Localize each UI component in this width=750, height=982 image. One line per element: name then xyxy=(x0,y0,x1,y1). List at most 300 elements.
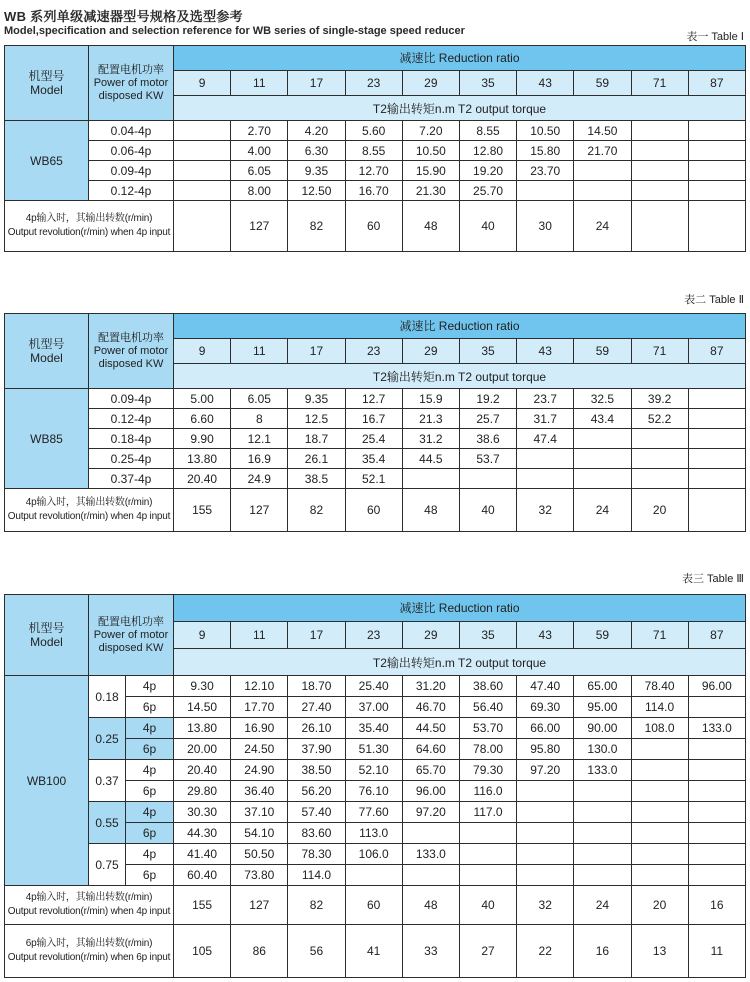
motor-pole-cell: 6p xyxy=(126,865,174,886)
torque-value-cell xyxy=(688,181,745,201)
ratio-cell: 17 xyxy=(288,339,345,364)
torque-value-cell: 13.80 xyxy=(174,449,231,469)
torque-value-cell: 21.30 xyxy=(402,181,459,201)
output-revolution-value: 82 xyxy=(288,489,345,532)
torque-value-cell: 12.10 xyxy=(231,676,288,697)
power-header-cell xyxy=(89,595,174,676)
torque-value-cell: 52.2 xyxy=(631,409,688,429)
ratio-cell: 87 xyxy=(688,622,745,649)
torque-value-cell: 79.30 xyxy=(459,760,516,781)
output-revolution-value: 24 xyxy=(574,886,631,925)
torque-value-cell: 12.5 xyxy=(288,409,345,429)
ratio-cell: 59 xyxy=(574,339,631,364)
output-revolution-value: 40 xyxy=(459,201,516,252)
power-header-en2: disposed KW xyxy=(98,89,164,102)
torque-value-cell xyxy=(174,161,231,181)
torque-value-cell: 9.30 xyxy=(174,676,231,697)
output-revolution-value xyxy=(631,201,688,252)
output-revolution-value: 33 xyxy=(402,925,459,978)
torque-value-cell: 27.40 xyxy=(288,697,345,718)
torque-value-cell: 57.40 xyxy=(288,802,345,823)
torque-value-cell: 90.00 xyxy=(574,718,631,739)
motor-power-cell: 0.37 xyxy=(89,760,126,802)
torque-value-cell: 133.0 xyxy=(574,760,631,781)
torque-value-cell: 20.00 xyxy=(174,739,231,760)
torque-value-cell: 14.50 xyxy=(174,697,231,718)
motor-power-cell: 0.06-4p xyxy=(89,141,174,161)
motor-power-cell: 0.55 xyxy=(89,802,126,844)
motor-power-cell: 0.12-4p xyxy=(89,181,174,201)
motor-power-cell: 0.09-4p xyxy=(89,389,174,409)
torque-value-cell: 44.30 xyxy=(174,823,231,844)
model-header-cell xyxy=(5,595,89,676)
ratio-cell: 9 xyxy=(174,339,231,364)
torque-value-cell: 37.90 xyxy=(288,739,345,760)
output-revolution-value: 22 xyxy=(517,925,574,978)
torque-value-cell xyxy=(631,760,688,781)
model-name-cell: WB65 xyxy=(5,121,89,201)
torque-value-cell: 44.50 xyxy=(402,718,459,739)
torque-value-cell xyxy=(631,469,688,489)
torque-value-cell: 53.7 xyxy=(459,449,516,469)
torque-value-cell: 15.80 xyxy=(517,141,574,161)
torque-value-cell: 23.7 xyxy=(517,389,574,409)
torque-value-cell xyxy=(688,141,745,161)
torque-value-cell: 65.00 xyxy=(574,676,631,697)
output-revolution-label xyxy=(5,201,174,252)
motor-pole-cell: 6p xyxy=(126,697,174,718)
torque-value-cell: 20.40 xyxy=(174,469,231,489)
motor-power-cell: 0.37-4p xyxy=(89,469,174,489)
torque-value-cell xyxy=(459,844,516,865)
model-header-en: Model xyxy=(30,351,63,365)
output-revolution-value xyxy=(688,489,745,532)
torque-value-cell xyxy=(688,844,745,865)
table2 xyxy=(4,313,746,532)
torque-value-cell xyxy=(574,429,631,449)
torque-value-cell xyxy=(688,739,745,760)
torque-value-cell: 97.20 xyxy=(517,760,574,781)
torque-value-cell xyxy=(688,823,745,844)
ratio-cell: 23 xyxy=(345,622,402,649)
table2-label: 表二 Table Ⅱ xyxy=(684,294,744,306)
output-revolution-value: 24 xyxy=(574,201,631,252)
torque-value-cell: 14.50 xyxy=(574,121,631,141)
torque-value-cell xyxy=(517,781,574,802)
model-name-cell: WB85 xyxy=(5,389,89,489)
model-header-cn: 机型号 xyxy=(28,69,65,83)
output-revolution-value: 155 xyxy=(174,886,231,925)
ratio-cell: 17 xyxy=(288,622,345,649)
torque-value-cell: 106.0 xyxy=(345,844,402,865)
torque-value-cell: 76.10 xyxy=(345,781,402,802)
torque-value-cell: 21.70 xyxy=(574,141,631,161)
reduction-ratio-label: 减速比 Reduction ratio xyxy=(174,595,746,622)
torque-value-cell xyxy=(574,181,631,201)
torque-value-cell: 19.2 xyxy=(459,389,516,409)
torque-value-cell: 12.80 xyxy=(459,141,516,161)
torque-value-cell: 10.50 xyxy=(517,121,574,141)
torque-value-cell: 95.00 xyxy=(574,697,631,718)
torque-value-cell xyxy=(574,823,631,844)
torque-value-cell xyxy=(574,449,631,469)
motor-pole-cell: 6p xyxy=(126,781,174,802)
torque-value-cell xyxy=(631,141,688,161)
torque-value-cell xyxy=(688,409,745,429)
torque-value-cell: 23.70 xyxy=(517,161,574,181)
torque-value-cell xyxy=(688,760,745,781)
output-revolution-value: 20 xyxy=(631,489,688,532)
output-revolution-value: 24 xyxy=(574,489,631,532)
power-header-en2: disposed KW xyxy=(98,357,164,370)
torque-value-cell xyxy=(574,844,631,865)
torque-value-cell: 133.0 xyxy=(402,844,459,865)
torque-value-cell: 46.70 xyxy=(402,697,459,718)
output-revolution-value: 60 xyxy=(345,201,402,252)
torque-value-cell: 16.70 xyxy=(345,181,402,201)
torque-value-cell: 10.50 xyxy=(402,141,459,161)
motor-power-cell: 0.18 xyxy=(89,676,126,718)
output-revolution-value: 86 xyxy=(231,925,288,978)
torque-value-cell: 36.40 xyxy=(231,781,288,802)
output-revolution-value: 48 xyxy=(402,489,459,532)
torque-value-cell: 38.5 xyxy=(288,469,345,489)
torque-value-cell xyxy=(517,865,574,886)
torque-value-cell: 8.55 xyxy=(345,141,402,161)
ratio-cell: 87 xyxy=(688,339,745,364)
torque-value-cell: 8 xyxy=(231,409,288,429)
torque-value-cell: 16.90 xyxy=(231,718,288,739)
output-revolution-cn: 4p输入时，其输出转数(r/min) xyxy=(25,497,153,508)
model-name-cell: WB100 xyxy=(5,676,89,886)
torque-value-cell: 9.35 xyxy=(288,389,345,409)
torque-value-cell: 38.6 xyxy=(459,429,516,449)
output-revolution-value: 60 xyxy=(345,886,402,925)
torque-value-cell: 35.40 xyxy=(345,718,402,739)
torque-value-cell xyxy=(631,181,688,201)
ratio-cell: 87 xyxy=(688,71,745,96)
torque-value-cell xyxy=(459,865,516,886)
torque-value-cell: 8.00 xyxy=(231,181,288,201)
torque-value-cell: 26.1 xyxy=(288,449,345,469)
torque-value-cell xyxy=(631,739,688,760)
torque-value-cell xyxy=(631,844,688,865)
output-revolution-cn: 4p输入时，其输出转数(r/min) xyxy=(25,213,153,224)
reduction-ratio-label: 减速比 Reduction ratio xyxy=(174,46,746,71)
torque-value-cell: 12.7 xyxy=(345,389,402,409)
torque-value-cell: 4.00 xyxy=(231,141,288,161)
output-revolution-cn: 4p输入时，其输出转数(r/min) xyxy=(25,892,153,903)
torque-value-cell xyxy=(631,429,688,449)
torque-value-cell: 32.5 xyxy=(574,389,631,409)
torque-value-cell: 24.90 xyxy=(231,760,288,781)
ratio-cell: 59 xyxy=(574,71,631,96)
torque-value-cell xyxy=(688,469,745,489)
output-torque-label: T2输出转矩n.m T2 output torque xyxy=(174,649,746,676)
torque-value-cell: 19.20 xyxy=(459,161,516,181)
output-revolution-value: 16 xyxy=(574,925,631,978)
torque-value-cell: 64.60 xyxy=(402,739,459,760)
ratio-cell: 59 xyxy=(574,622,631,649)
torque-value-cell: 5.60 xyxy=(345,121,402,141)
torque-value-cell: 31.2 xyxy=(402,429,459,449)
torque-value-cell: 54.10 xyxy=(231,823,288,844)
torque-value-cell: 38.50 xyxy=(288,760,345,781)
ratio-cell: 9 xyxy=(174,71,231,96)
torque-value-cell: 52.10 xyxy=(345,760,402,781)
torque-value-cell: 20.40 xyxy=(174,760,231,781)
torque-value-cell: 6.30 xyxy=(288,141,345,161)
output-revolution-value: 127 xyxy=(231,886,288,925)
torque-value-cell xyxy=(517,823,574,844)
torque-value-cell xyxy=(574,469,631,489)
output-revolution-value xyxy=(174,201,231,252)
torque-value-cell xyxy=(688,781,745,802)
table3 xyxy=(4,594,746,978)
torque-value-cell xyxy=(688,161,745,181)
model-header-cn: 机型号 xyxy=(28,621,65,635)
torque-value-cell: 53.70 xyxy=(459,718,516,739)
motor-power-cell: 0.75 xyxy=(89,844,126,886)
torque-value-cell xyxy=(631,161,688,181)
ratio-cell: 43 xyxy=(517,339,574,364)
output-revolution-value: 82 xyxy=(288,886,345,925)
output-revolution-value: 155 xyxy=(174,489,231,532)
torque-value-cell: 9.90 xyxy=(174,429,231,449)
model-header-en: Model xyxy=(30,635,63,649)
ratio-cell: 29 xyxy=(402,339,459,364)
ratio-cell: 43 xyxy=(517,71,574,96)
torque-value-cell: 31.20 xyxy=(402,676,459,697)
output-revolution-value: 60 xyxy=(345,489,402,532)
ratio-cell: 11 xyxy=(231,71,288,96)
torque-value-cell xyxy=(574,161,631,181)
output-revolution-value: 20 xyxy=(631,886,688,925)
output-revolution-value: 13 xyxy=(631,925,688,978)
torque-value-cell: 95.80 xyxy=(517,739,574,760)
torque-value-cell: 41.40 xyxy=(174,844,231,865)
torque-value-cell xyxy=(517,802,574,823)
motor-power-cell: 0.04-4p xyxy=(89,121,174,141)
torque-value-cell: 50.50 xyxy=(231,844,288,865)
ratio-cell: 35 xyxy=(459,339,516,364)
torque-value-cell xyxy=(688,802,745,823)
table3-label: 表三 Table Ⅲ xyxy=(682,573,744,585)
output-torque-label: T2输出转矩n.m T2 output torque xyxy=(174,96,746,121)
motor-power-cell: 0.09-4p xyxy=(89,161,174,181)
torque-value-cell xyxy=(517,449,574,469)
torque-value-cell: 8.55 xyxy=(459,121,516,141)
torque-value-cell: 13.80 xyxy=(174,718,231,739)
ratio-cell: 11 xyxy=(231,622,288,649)
torque-value-cell: 16.9 xyxy=(231,449,288,469)
motor-power-cell: 0.18-4p xyxy=(89,429,174,449)
torque-value-cell: 47.4 xyxy=(517,429,574,449)
power-header-cn: 配置电机功率 xyxy=(98,615,164,628)
torque-value-cell: 96.00 xyxy=(402,781,459,802)
motor-pole-cell: 6p xyxy=(126,823,174,844)
torque-value-cell: 4.20 xyxy=(288,121,345,141)
reduction-ratio-label: 减速比 Reduction ratio xyxy=(174,314,746,339)
torque-value-cell xyxy=(688,389,745,409)
torque-value-cell xyxy=(517,469,574,489)
output-revolution-en: Output revolution(r/min) when 4p input xyxy=(7,906,171,917)
torque-value-cell: 78.40 xyxy=(631,676,688,697)
torque-value-cell: 113.0 xyxy=(345,823,402,844)
page-title: WB 系列单级减速器型号规格及选型参考 xyxy=(4,9,243,24)
torque-value-cell: 7.20 xyxy=(402,121,459,141)
power-header-en1: Power of motor xyxy=(93,344,169,357)
ratio-cell: 35 xyxy=(459,622,516,649)
torque-value-cell xyxy=(688,429,745,449)
output-revolution-value: 11 xyxy=(688,925,745,978)
torque-value-cell xyxy=(402,823,459,844)
table1 xyxy=(4,45,746,252)
torque-value-cell: 15.9 xyxy=(402,389,459,409)
torque-value-cell: 51.30 xyxy=(345,739,402,760)
torque-value-cell xyxy=(688,449,745,469)
output-revolution-value: 40 xyxy=(459,489,516,532)
power-header-en2: disposed KW xyxy=(98,641,164,654)
model-header-cell xyxy=(5,314,89,389)
power-header-cn: 配置电机功率 xyxy=(98,331,164,344)
torque-value-cell: 37.10 xyxy=(231,802,288,823)
output-revolution-label xyxy=(5,925,174,978)
output-revolution-value: 27 xyxy=(459,925,516,978)
torque-value-cell: 37.00 xyxy=(345,697,402,718)
ratio-cell: 71 xyxy=(631,622,688,649)
torque-value-cell: 114.0 xyxy=(631,697,688,718)
ratio-cell: 23 xyxy=(345,71,402,96)
torque-value-cell xyxy=(345,865,402,886)
torque-value-cell: 16.7 xyxy=(345,409,402,429)
motor-power-cell: 0.12-4p xyxy=(89,409,174,429)
torque-value-cell: 114.0 xyxy=(288,865,345,886)
torque-value-cell: 15.90 xyxy=(402,161,459,181)
torque-value-cell xyxy=(631,865,688,886)
torque-value-cell: 6.60 xyxy=(174,409,231,429)
motor-pole-cell: 4p xyxy=(126,802,174,823)
torque-value-cell xyxy=(631,121,688,141)
torque-value-cell: 130.0 xyxy=(574,739,631,760)
ratio-cell: 29 xyxy=(402,71,459,96)
torque-value-cell xyxy=(631,802,688,823)
torque-value-cell: 117.0 xyxy=(459,802,516,823)
output-revolution-value: 41 xyxy=(345,925,402,978)
torque-value-cell: 66.00 xyxy=(517,718,574,739)
output-revolution-en: Output revolution(r/min) when 6p input xyxy=(7,952,171,963)
output-revolution-value: 40 xyxy=(459,886,516,925)
torque-value-cell xyxy=(574,802,631,823)
torque-value-cell: 25.40 xyxy=(345,676,402,697)
power-header-cell xyxy=(89,46,174,121)
torque-value-cell xyxy=(688,697,745,718)
ratio-cell: 43 xyxy=(517,622,574,649)
torque-value-cell xyxy=(402,865,459,886)
torque-value-cell xyxy=(517,844,574,865)
output-revolution-value: 82 xyxy=(288,201,345,252)
torque-value-cell: 25.7 xyxy=(459,409,516,429)
ratio-cell: 29 xyxy=(402,622,459,649)
torque-value-cell: 78.30 xyxy=(288,844,345,865)
torque-value-cell: 78.00 xyxy=(459,739,516,760)
output-revolution-value: 48 xyxy=(402,886,459,925)
page-subtitle: Model,specification and selection reference for WB series of single-stage speed reducer xyxy=(4,25,465,37)
torque-value-cell: 2.70 xyxy=(231,121,288,141)
motor-pole-cell: 4p xyxy=(126,844,174,865)
torque-value-cell: 25.4 xyxy=(345,429,402,449)
torque-value-cell: 108.0 xyxy=(631,718,688,739)
torque-value-cell: 21.3 xyxy=(402,409,459,429)
motor-pole-cell: 6p xyxy=(126,739,174,760)
output-revolution-value xyxy=(688,201,745,252)
torque-value-cell: 6.05 xyxy=(231,389,288,409)
torque-value-cell xyxy=(688,865,745,886)
power-header-en1: Power of motor xyxy=(93,628,169,641)
torque-value-cell: 38.60 xyxy=(459,676,516,697)
output-revolution-value: 32 xyxy=(517,886,574,925)
ratio-cell: 9 xyxy=(174,622,231,649)
model-header-en: Model xyxy=(30,83,63,97)
ratio-cell: 17 xyxy=(288,71,345,96)
motor-pole-cell: 4p xyxy=(126,760,174,781)
torque-value-cell: 18.70 xyxy=(288,676,345,697)
torque-value-cell: 17.70 xyxy=(231,697,288,718)
torque-value-cell xyxy=(631,781,688,802)
ratio-cell: 11 xyxy=(231,339,288,364)
power-header-cn: 配置电机功率 xyxy=(98,63,164,76)
ratio-cell: 71 xyxy=(631,71,688,96)
torque-value-cell xyxy=(402,469,459,489)
torque-value-cell: 18.7 xyxy=(288,429,345,449)
torque-value-cell: 5.00 xyxy=(174,389,231,409)
power-header-cell xyxy=(89,314,174,389)
output-revolution-value: 48 xyxy=(402,201,459,252)
output-revolution-en: Output revolution(r/min) when 4p input xyxy=(7,227,171,238)
output-revolution-value: 105 xyxy=(174,925,231,978)
torque-value-cell: 65.70 xyxy=(402,760,459,781)
torque-value-cell xyxy=(174,141,231,161)
torque-value-cell: 24.50 xyxy=(231,739,288,760)
torque-value-cell: 56.40 xyxy=(459,697,516,718)
torque-value-cell: 26.10 xyxy=(288,718,345,739)
torque-value-cell: 97.20 xyxy=(402,802,459,823)
torque-value-cell: 69.30 xyxy=(517,697,574,718)
torque-value-cell: 30.30 xyxy=(174,802,231,823)
torque-value-cell xyxy=(459,823,516,844)
torque-value-cell: 133.0 xyxy=(688,718,745,739)
model-header-cn: 机型号 xyxy=(28,337,65,351)
torque-value-cell xyxy=(631,449,688,469)
output-torque-label: T2输出转矩n.m T2 output torque xyxy=(174,364,746,389)
output-revolution-value: 32 xyxy=(517,489,574,532)
torque-value-cell: 52.1 xyxy=(345,469,402,489)
output-revolution-value: 30 xyxy=(517,201,574,252)
torque-value-cell: 24.9 xyxy=(231,469,288,489)
output-revolution-label xyxy=(5,886,174,925)
output-revolution-label xyxy=(5,489,174,532)
output-revolution-en: Output revolution(r/min) when 4p input xyxy=(7,511,171,522)
torque-value-cell: 6.05 xyxy=(231,161,288,181)
torque-value-cell: 83.60 xyxy=(288,823,345,844)
torque-value-cell: 12.1 xyxy=(231,429,288,449)
torque-value-cell: 116.0 xyxy=(459,781,516,802)
power-header-en1: Power of motor xyxy=(93,76,169,89)
torque-value-cell: 12.50 xyxy=(288,181,345,201)
motor-pole-cell: 4p xyxy=(126,676,174,697)
torque-value-cell: 56.20 xyxy=(288,781,345,802)
torque-value-cell xyxy=(631,823,688,844)
